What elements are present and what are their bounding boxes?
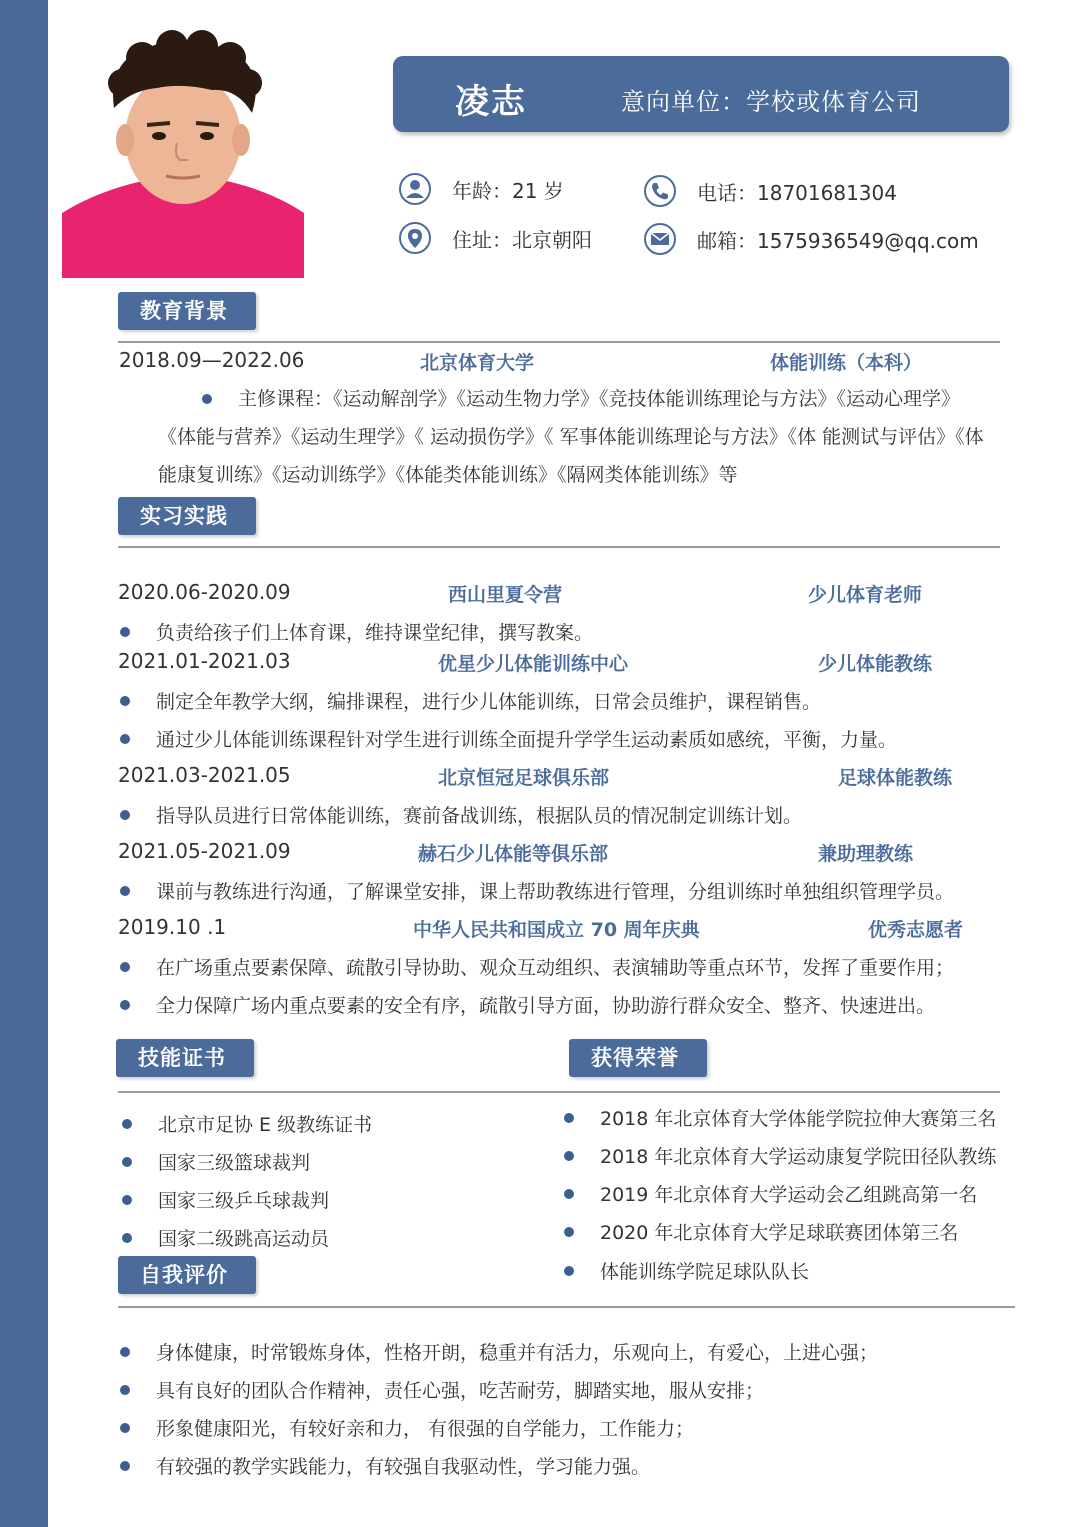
bullet-dot xyxy=(120,886,130,896)
courses-paragraph xyxy=(158,380,988,494)
mail-icon xyxy=(643,222,677,256)
practice-date: 2021.03-2021.05 xyxy=(118,763,291,787)
bullet-dot xyxy=(120,962,130,972)
honor-text: 体能训练学院足球队队长 xyxy=(600,1261,810,1283)
eval-text: 有较强的教学实践能力，有较强自我驱动性，学习能力强。 xyxy=(156,1456,651,1478)
honor-text: 2018 年北京体育大学体能学院拉伸大赛第三名 xyxy=(600,1108,997,1130)
practice-role: 优秀志愿者 xyxy=(868,919,964,941)
honor-text: 2019 年北京体育大学运动会乙组跳高第一名 xyxy=(600,1184,978,1206)
list-item xyxy=(120,1338,878,1365)
list-item xyxy=(120,1452,650,1479)
list-item xyxy=(120,877,954,904)
email-text: 邮箱：1575936549@qq.com xyxy=(697,228,979,253)
honors-heading: 获得荣誉 xyxy=(569,1039,707,1077)
bullet-dot xyxy=(202,394,212,404)
bullet-dot xyxy=(120,1385,130,1395)
target-employer: 意向单位：学校或体育公司 xyxy=(621,88,921,116)
profile-photo xyxy=(62,28,304,278)
email-row xyxy=(643,222,979,256)
bullet-text: 指导队员进行日常体能训练，赛前备战训练，根据队员的情况制定训练计划。 xyxy=(156,805,803,827)
eval-text: 形象健康阳光，有较好亲和力， 有很强的自学能力，工作能力； xyxy=(156,1418,695,1440)
list-item xyxy=(122,1110,372,1137)
phone-icon xyxy=(643,174,677,208)
skill-text: 国家二级跳高运动员 xyxy=(158,1228,330,1250)
skill-text: 国家三级乒乓球裁判 xyxy=(158,1190,330,1212)
list-item xyxy=(564,1104,996,1131)
list-item xyxy=(122,1186,329,1213)
bullet-dot xyxy=(122,1195,132,1205)
name-banner xyxy=(393,56,1009,132)
bullet-text: 负责给孩子们上体育课，维持课堂纪律，撰写教案。 xyxy=(156,622,594,644)
bullet-text: 制定全年教学大纲，编排课程，进行少儿体能训练，日常会员维护，课程销售。 xyxy=(156,691,822,713)
bullet-dot xyxy=(564,1189,574,1199)
list-item xyxy=(120,1376,764,1403)
bullet-text: 全力保障广场内重点要素的安全有序，疏散引导方面，协助游行群众安全、整齐、快速进出。 xyxy=(156,995,936,1017)
list-item xyxy=(120,801,802,828)
practice-org: 中华人民共和国成立 70 周年庆典 xyxy=(413,919,700,941)
list-item xyxy=(122,1148,310,1175)
education-date: 2018.09—2022.06 xyxy=(119,348,305,372)
practice-role: 足球体能教练 xyxy=(838,767,953,789)
list-item xyxy=(564,1142,996,1169)
practice-org: 西山里夏令营 xyxy=(448,584,563,606)
self-eval-divider xyxy=(118,1306,1015,1308)
person-icon xyxy=(398,172,432,206)
age-text: 年龄：21 岁 xyxy=(452,178,564,203)
address-text: 住址：北京朝阳 xyxy=(452,227,592,252)
list-item xyxy=(122,1224,329,1251)
bullet-dot xyxy=(120,696,130,706)
eval-text: 身体健康，时常锻炼身体，性格开朗，稳重并有活力，乐观向上，有爱心，上进心强； xyxy=(156,1342,879,1364)
eval-text: 具有良好的团队合作精神，责任心强，吃苦耐劳，脚踏实地，服从安排； xyxy=(156,1380,765,1402)
honor-text: 2018 年北京体育大学运动康复学院田径队教练 xyxy=(600,1146,997,1168)
practice-heading: 实习实践 xyxy=(118,497,256,535)
practice-org: 优星少儿体能训练中心 xyxy=(438,653,629,675)
self-eval-heading: 自我评价 xyxy=(118,1256,256,1294)
bullet-dot xyxy=(120,1461,130,1471)
list-item xyxy=(120,618,593,645)
address-row xyxy=(398,221,592,255)
phone-row xyxy=(643,174,897,208)
practice-role: 少儿体育老师 xyxy=(808,584,923,606)
bullet-dot xyxy=(564,1227,574,1237)
phone-text: 电话：18701681304 xyxy=(697,180,897,205)
honor-text: 2020 年北京体育大学足球联赛团体第三名 xyxy=(600,1222,959,1244)
bullet-dot xyxy=(564,1266,574,1276)
education-divider xyxy=(118,341,1000,343)
education-school: 北京体育大学 xyxy=(420,352,535,374)
skills-heading: 技能证书 xyxy=(116,1039,254,1077)
list-item xyxy=(120,953,954,980)
list-item xyxy=(120,991,935,1018)
list-item xyxy=(120,687,821,714)
practice-date: 2021.01-2021.03 xyxy=(118,649,291,673)
bullet-dot xyxy=(122,1233,132,1243)
practice-role: 兼助理教练 xyxy=(818,843,914,865)
practice-org: 北京恒冠足球俱乐部 xyxy=(438,767,610,789)
bullet-dot xyxy=(122,1119,132,1129)
list-item xyxy=(564,1180,977,1207)
applicant-name: 凌志 xyxy=(455,82,527,122)
skill-text: 北京市足协 E 级教练证书 xyxy=(158,1114,373,1136)
left-stripe xyxy=(0,0,48,1527)
bullet-dot xyxy=(564,1113,574,1123)
practice-date: 2019.10 .1 xyxy=(118,915,227,939)
practice-date: 2021.05-2021.09 xyxy=(118,839,291,863)
bullet-dot xyxy=(120,810,130,820)
bullet-dot xyxy=(122,1157,132,1167)
skill-text: 国家三级篮球裁判 xyxy=(158,1152,311,1174)
practice-divider xyxy=(118,546,1000,548)
list-item xyxy=(564,1257,809,1284)
age-row xyxy=(398,172,564,206)
education-heading: 教育背景 xyxy=(118,292,256,330)
bullet-dot xyxy=(120,734,130,744)
list-item xyxy=(120,725,897,752)
practice-date: 2020.06-2020.09 xyxy=(118,580,291,604)
list-item xyxy=(564,1218,958,1245)
courses-text: 主修课程：《运动解剖学》《运动生物力学》《竞技体能训练理论与方法》《运动心理学》《体能与营养》《运动生理学》《 运动损伤学》《 军事体能训练理论与方法》《体 能测试与评估》《体能康复训练》《运动训练学》《体能类体能训练》《隔网类体能训练》等 xyxy=(158,388,984,486)
skills-divider xyxy=(118,1091,1000,1093)
location-icon xyxy=(398,221,432,255)
list-item xyxy=(120,1414,694,1441)
bullet-dot xyxy=(120,1347,130,1357)
bullet-text: 课前与教练进行沟通，了解课堂安排，课上帮助教练进行管理，分组训练时单独组织管理学员。 xyxy=(156,881,955,903)
bullet-text: 在广场重点要素保障、疏散引导协助、观众互动组织、表演辅助等重点环节，发挥了重要作用； xyxy=(156,957,955,979)
practice-org: 赫石少儿体能等俱乐部 xyxy=(418,843,609,865)
bullet-dot xyxy=(120,1000,130,1010)
bullet-dot xyxy=(120,1423,130,1433)
bullet-dot xyxy=(120,627,130,637)
bullet-dot xyxy=(564,1151,574,1161)
practice-role: 少儿体能教练 xyxy=(818,653,933,675)
education-major: 体能训练（本科） xyxy=(770,352,923,374)
bullet-text: 通过少儿体能训练课程针对学生进行训练全面提升学学生运动素质如感统，平衡，力量。 xyxy=(156,729,898,751)
